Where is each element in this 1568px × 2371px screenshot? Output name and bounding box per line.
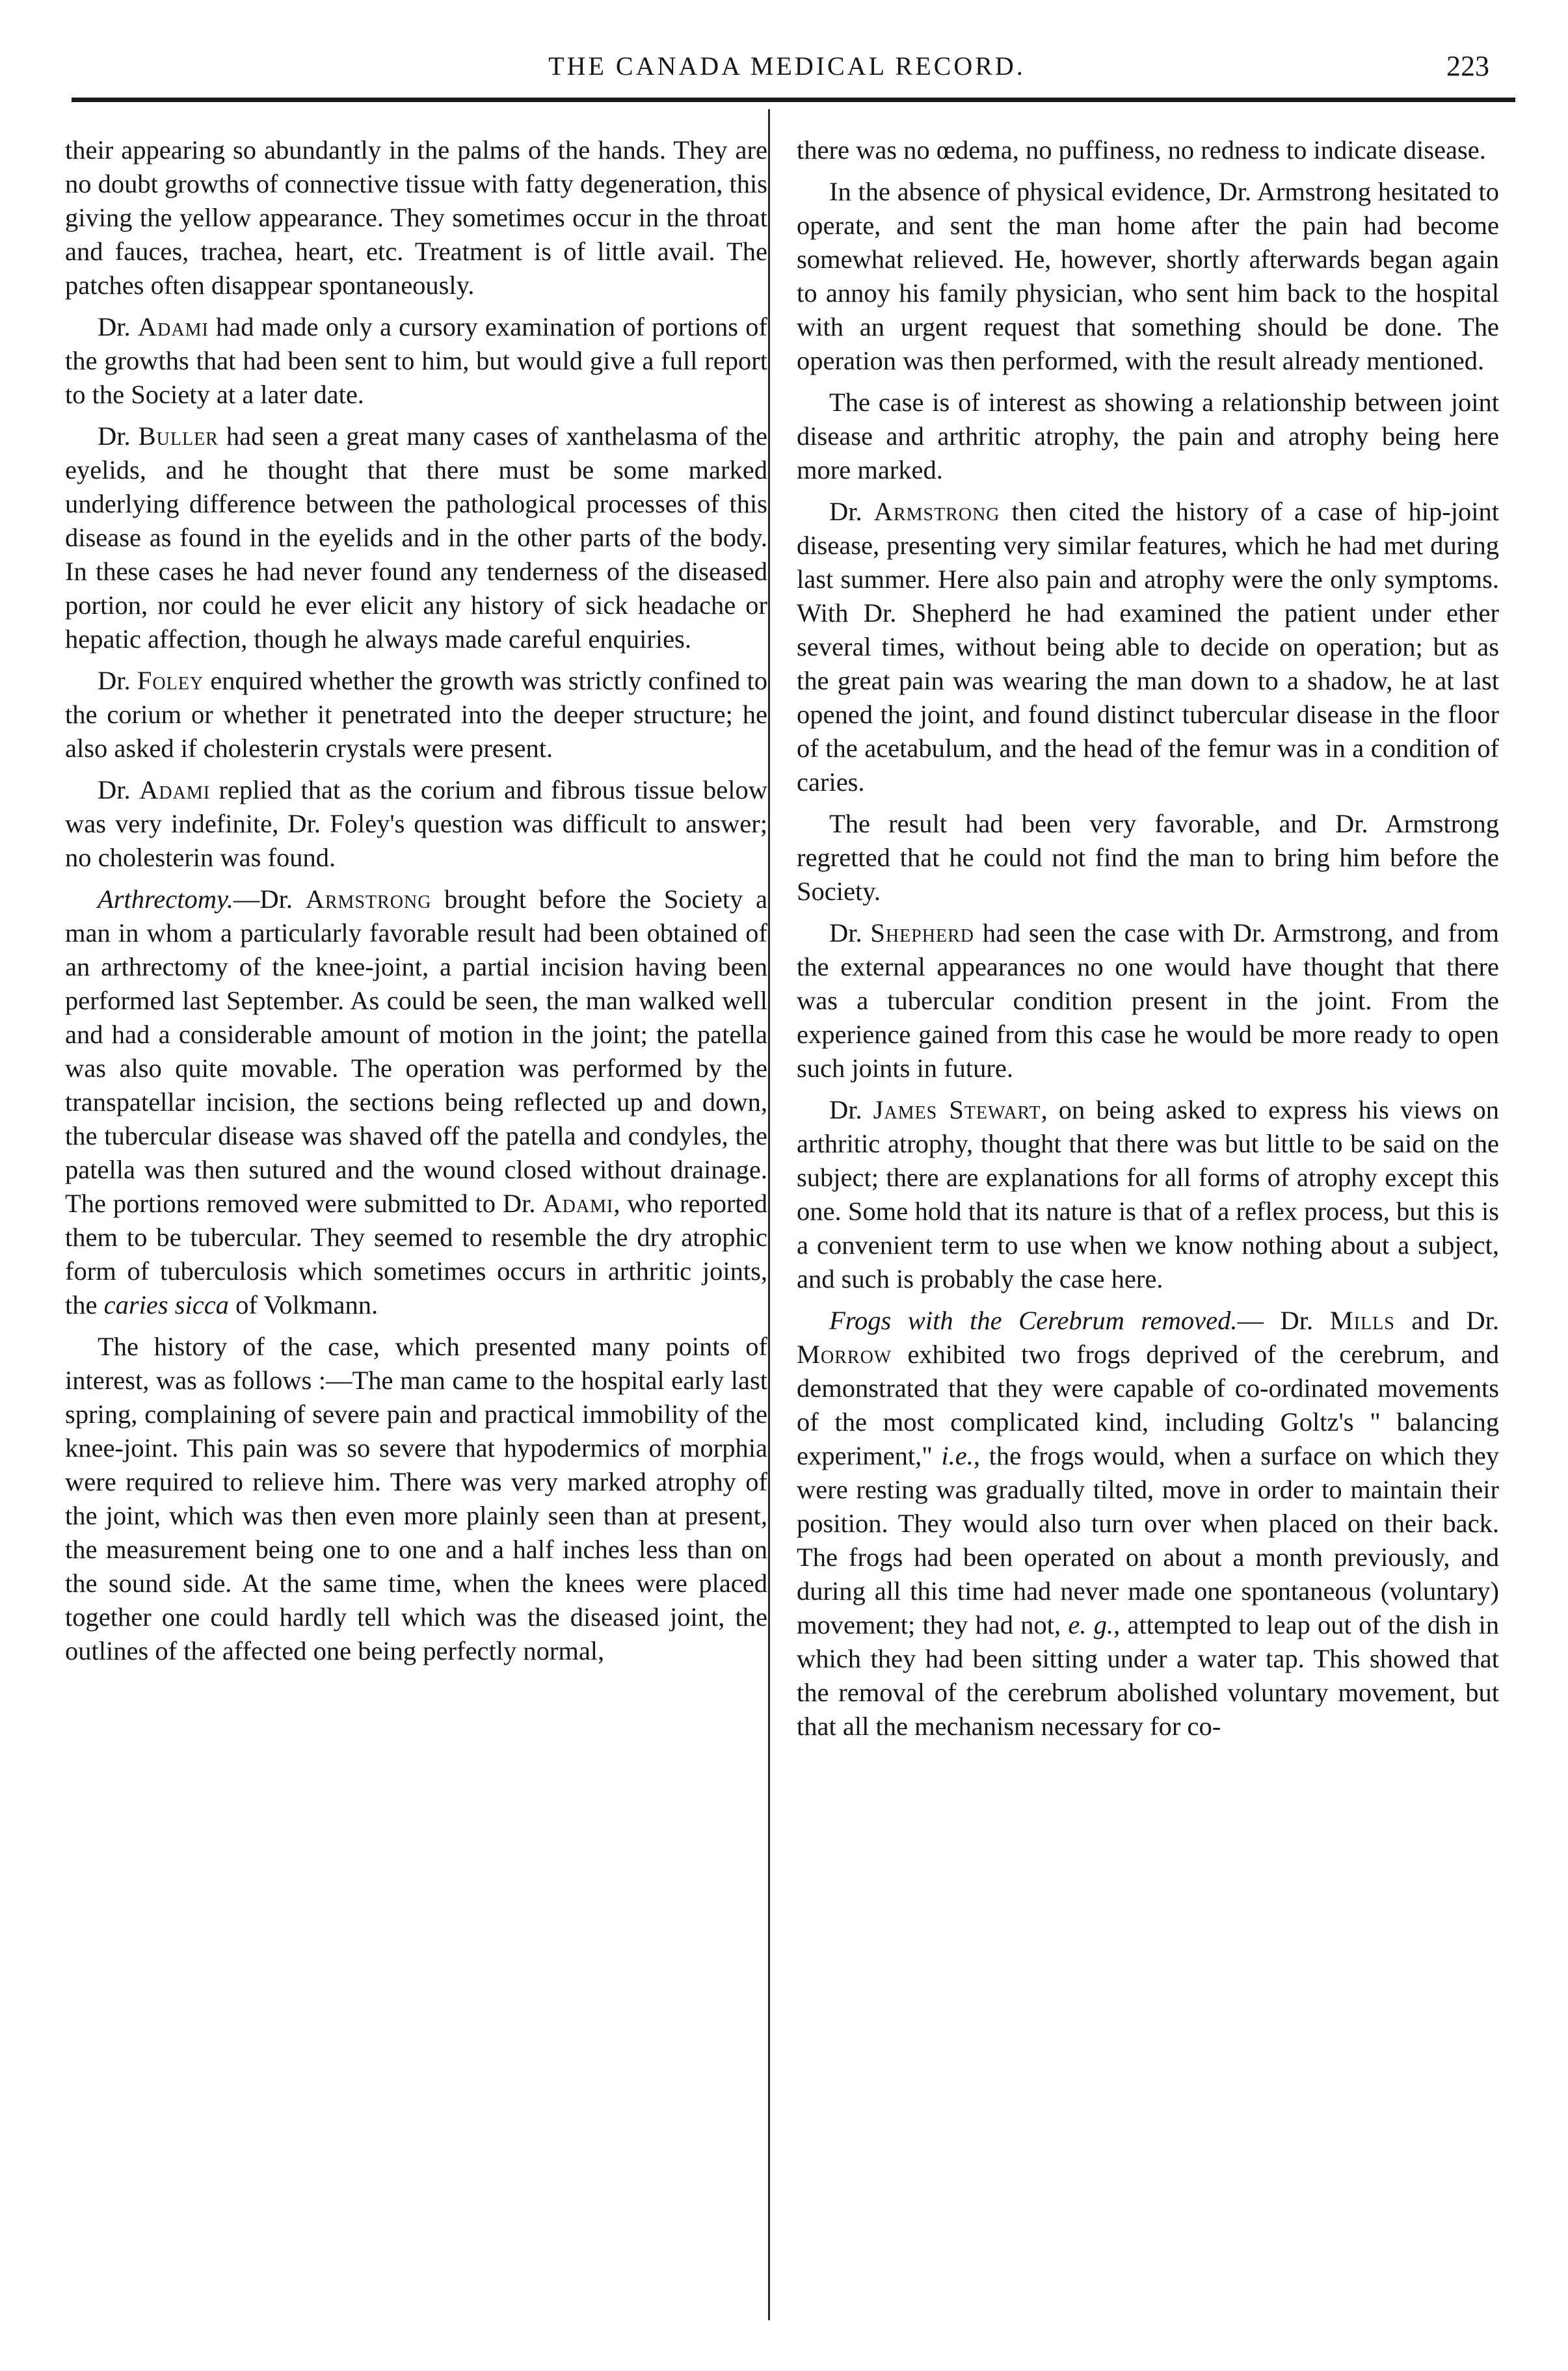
speaker-prefix: Dr. [98, 666, 131, 695]
paragraph-text: exhibited two frogs deprived of the cerebrum, and demonstrated that they were capable of co-ordinated movements of the most complicated kind, including Goltz's " balancing experiment," [797, 1340, 1500, 1470]
paragraph-text: , on being asked to express his views on arthritic atrophy, thought that there was but little to be said on the subject; there are explanations for all forms of atrophy except this one. Some hold that its nature is that of a reflex process, but this is a convenient term to use when we know nothing about a subject, and such is probably the case here. [797, 1095, 1499, 1293]
paragraph-text: , who reported them to be tubercular. They seemed to resemble the dry atrophic form of tuberculosis which sometimes occurs in arthritic joints, the [65, 1189, 767, 1319]
paragraph-text: enquired whether the growth was strictly confined to the corium or whether it penetrated into the deeper structure; he also asked if cholesterin crystals were present. [65, 666, 768, 763]
speaker-prefix: Dr. [829, 1095, 862, 1124]
speaker-name: Foley [137, 666, 204, 695]
speaker-name: Mills [1329, 1306, 1395, 1335]
paragraph: The case is of interest as showing a relationship between joint disease and arthritic atrophy, the pain and atrophy being here more marked. [797, 388, 1499, 484]
paragraph [65, 310, 767, 412]
speaker-name: Shepherd [870, 918, 974, 947]
paragraph-text: brought before the Society a man in whom a particularly favorable result had been obtained of an arthrectomy of the knee-joint, a partial incision having been performed last September. As could be seen, the man walked well and had a considerable amount of motion in the joint; the patella was also quite movable. The operation was performed by the transpatellar incision, the sections being reflected up and down, the tubercular disease was shaved off the patella and condyles, the patella was then sutured and the wound closed without drainage. The portions removed were submitted to Dr. [65, 884, 767, 1218]
paragraph [797, 1304, 1499, 1743]
paragraph [65, 882, 767, 1322]
italic-term: e. g. [1068, 1610, 1114, 1639]
speaker-name: Buller [138, 421, 219, 451]
header-rule [72, 98, 1515, 102]
title-dash: — Dr. [1237, 1306, 1314, 1335]
speaker-name: Morrow [797, 1340, 892, 1369]
journal-title: THE CANADA MEDICAL RECORD. [548, 51, 1026, 81]
paragraph-text: , the frogs would, when a surface on which they were resting was gradually tilted, move in order to maintain their position. They would also turn over when placed on their back. The frogs had been operated on about a month previously, and during all this time had never made one spontaneous (voluntary) movement; they had not, [797, 1441, 1500, 1639]
italic-term: i.e. [941, 1441, 974, 1470]
page-number: 223 [1446, 50, 1489, 82]
section-title: Frogs with the Cerebrum removed. [829, 1306, 1238, 1335]
italic-term: caries sicca [103, 1290, 229, 1319]
paragraph-text: then cited the history of a case of hip-joint disease, presenting very similar features, which he had met during last summer. Here also pain and atrophy were the only symptoms. With Dr. Shepherd he had examined the patient under ether several times, without being able to decide on operation; but as the great pain was wearing the man down to a shadow, he at last opened the joint, and found distinct tubercular disease in the floor of the acetabulum, and the head of the femur was in a condition of caries. [797, 497, 1499, 797]
paragraph-text: had made only a cursory examination of portions of the growths that had been sent to him, but would give a full report to the Society at a later date. [65, 312, 768, 409]
paragraph: The result had been very favorable, and Dr. Armstrong regretted that he could not find the man to bring him before the Society. [797, 809, 1499, 906]
paragraph-text: had seen a great many cases of xanthelasma of the eyelids, and he thought that there must be some marked underlying difference between the pathological processes of this disease as found in the eyelids and in the other parts of the body. In these cases he had never found any tenderness of the diseased portion, nor could he ever elicit any history of sick headache or hepatic affection, though he always made careful enquiries. [65, 421, 768, 654]
speaker-prefix: Dr. [829, 918, 862, 947]
paragraph-text: replied that as the corium and fibrous tissue below was very indefinite, Dr. Foley's question was difficult to answer; no cholesterin was found. [65, 775, 768, 872]
section-title: Arthrectomy. [98, 884, 233, 914]
paragraph [65, 419, 767, 656]
right-column [797, 133, 1499, 1751]
speaker-name: Armstrong [305, 884, 432, 914]
paragraph: there was no œdema, no puffiness, no redness to indicate disease. [797, 135, 1486, 165]
speaker-name: James Stewart [873, 1095, 1041, 1124]
paragraph [65, 664, 767, 765]
paragraph [797, 1093, 1499, 1296]
speaker-prefix: Dr. [98, 421, 131, 451]
speaker-prefix: Dr. [829, 497, 862, 526]
paragraph-text: had seen the case with Dr. Armstrong, and from the external appearances no one would have thought that there was a tubercular condition present in the joint. From the experience gained from this case he would be more ready to open such joints in future. [797, 918, 1500, 1083]
speaker-prefix: Dr. [98, 312, 131, 341]
paragraph-text: and Dr. [1411, 1306, 1500, 1335]
column-divider [768, 109, 770, 2320]
paragraph: their appearing so abundantly in the palms of the hands. They are no doubt growths of connective tissue with fatty degeneration, this giving the yellow appearance. They sometimes occur in the throat and fauces, trachea, heart, etc. Treatment is of little avail. The patches often disappear spontaneously. [65, 135, 767, 300]
speaker-prefix: Dr. [98, 775, 131, 804]
speaker-name: Armstrong [873, 497, 1000, 526]
speaker-name: Adami [542, 1189, 614, 1218]
paragraph-text: , attempted to leap out of the dish in which they had been sitting under a water tap. This showed that the removal of the cerebrum abolished voluntary movement, but that all the mechanism necessary for co- [797, 1610, 1500, 1741]
paragraph-text: of Volkmann. [235, 1290, 379, 1319]
left-column [65, 133, 767, 1676]
speaker-name: Adami [137, 312, 209, 341]
paragraph [797, 495, 1499, 799]
paragraph: In the absence of physical evidence, Dr. Armstrong hesitated to operate, and sent the man home after the pain had become somewhat relieved. He, however, shortly afterwards began again to annoy his family physician, who sent him back to the hospital with an urgent request that something should be done. The operation was then performed, with the result already mentioned. [797, 177, 1499, 375]
paragraph [65, 773, 767, 875]
speaker-name: Adami [139, 775, 211, 804]
title-dash: —Dr. [233, 884, 293, 914]
page-header [72, 51, 1502, 90]
paragraph: The history of the case, which presented many points of interest, was as follows :—The man came to the hospital early last spring, complaining of severe pain and practical immobility of the knee-joint. This pain was so severe that hypodermics of morphia were required to relieve him. There was very marked atrophy of the joint, which was then even more plainly seen than at present, the measurement being one to one and a half inches less than on the sound side. At the same time, when the knees were placed together one could hardly tell which was the diseased joint, the outlines of the affected one being perfectly normal, [65, 1332, 767, 1665]
paragraph [797, 916, 1499, 1085]
